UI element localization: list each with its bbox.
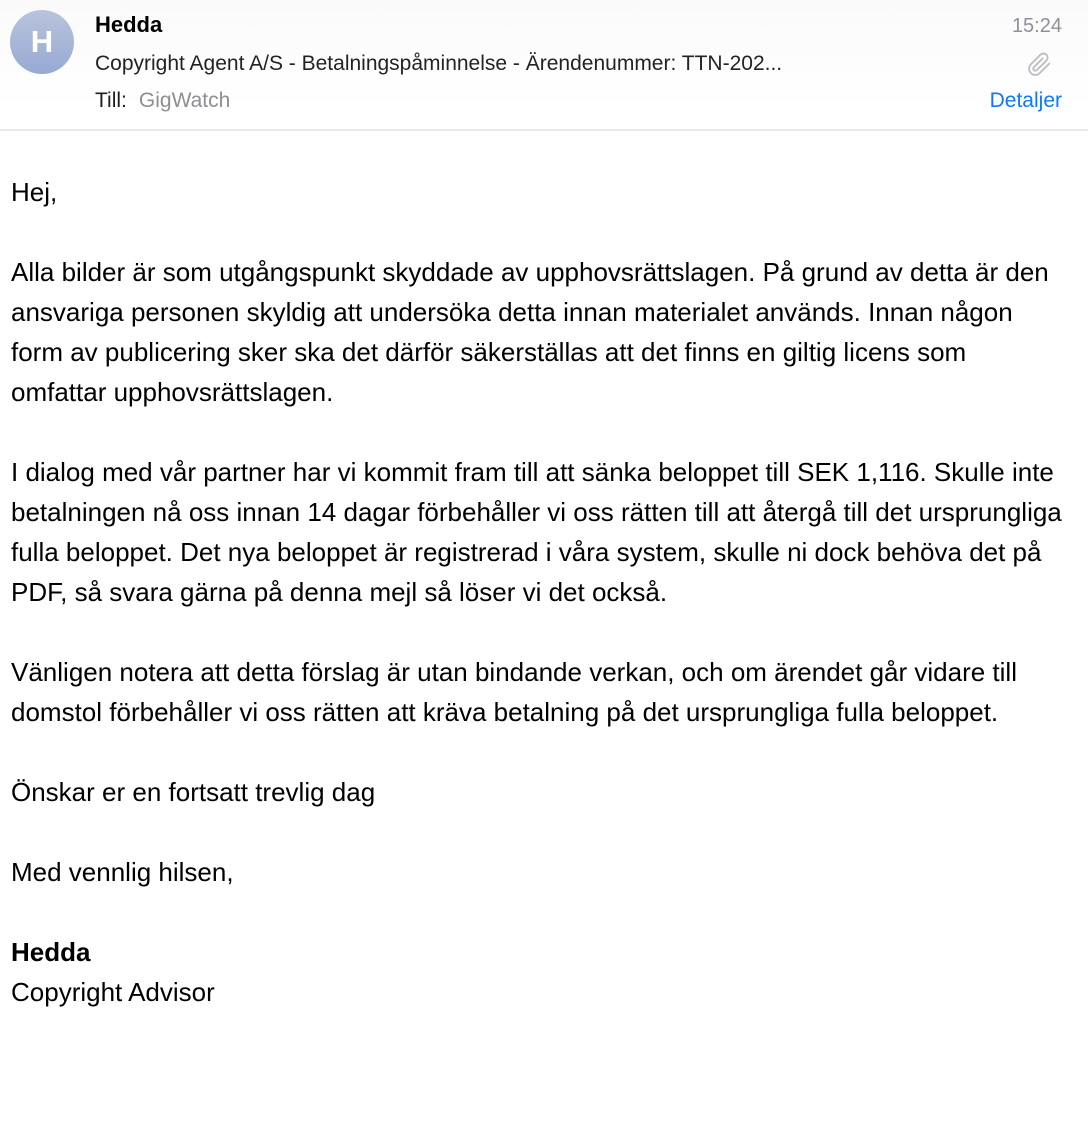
subject-line: Copyright Agent A/S - Betalningspåminnelse - Ärendenummer: TTN-202... <box>95 52 783 75</box>
header-text <box>95 10 1062 113</box>
avatar-initial: H <box>30 23 54 59</box>
signature-block <box>11 932 1064 1012</box>
signature-title: Copyright Advisor <box>11 977 215 1007</box>
sender-avatar <box>10 10 74 74</box>
body-paragraph-greeting: Hej, <box>11 177 58 207</box>
recipient-name[interactable]: GigWatch <box>138 89 231 112</box>
sender-row <box>95 12 1062 38</box>
to-label: Till: <box>95 89 127 112</box>
subject-row <box>95 51 1062 77</box>
sender-name: Hedda <box>95 12 163 37</box>
paperclip-icon <box>1027 52 1052 77</box>
body-paragraph-regards: Med vennlig hilsen, <box>11 857 234 887</box>
to-group <box>95 88 230 113</box>
message-header <box>0 0 1088 131</box>
details-link[interactable]: Detaljer <box>989 89 1062 112</box>
body-paragraph-offer: I dialog med vår partner har vi kommit fram till att sänka beloppet till SEK 1,116. Skulle inte betalningen nå oss innan 14 dagar förbehåller vi oss rätten till att återgå till det ursprungliga fulla beloppet. Det nya beloppet är registrerad i våra system, skulle ni dock behöva det på PDF, så svara gärna på denna mejl så löser vi det också. <box>11 457 1062 607</box>
body-paragraph-copyright-notice: Alla bilder är som utgångspunkt skyddade av upphovsrättslagen. På grund av detta är den ansvariga personen skyldig att undersöka detta innan materialet används. Innan någon form av publicering sker ska det därför säkerställas att det finns en giltig licens som omfattar upphovsrättslagen. <box>11 257 1049 407</box>
email-body <box>0 131 1088 1052</box>
body-paragraph-disclaimer: Vänligen notera att detta förslag är utan bindande verkan, och om ärendet går vidare till domstol förbehåller vi oss rätten att kräva betalning på det ursprungliga fulla beloppet. <box>11 657 1017 727</box>
signature-name: Hedda <box>11 937 91 967</box>
recipient-row <box>95 88 1062 113</box>
body-paragraph-wish: Önskar er en fortsatt trevlig dag <box>11 777 376 807</box>
message-time: 15:24 <box>1011 15 1062 37</box>
